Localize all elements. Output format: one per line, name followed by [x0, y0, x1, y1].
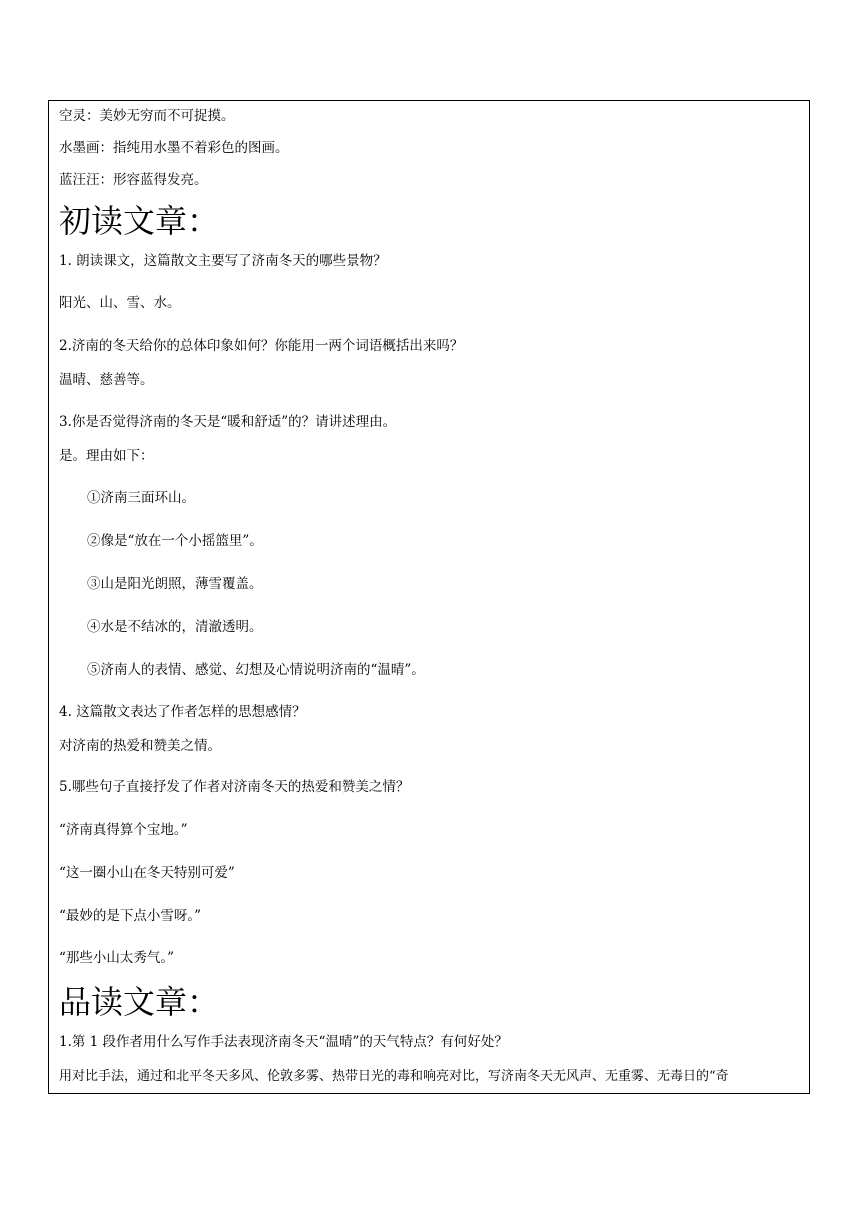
answer-4: 对济南的热爱和赞美之情。: [59, 738, 221, 754]
quote-item: “那些小山太秀气。”: [59, 950, 175, 966]
question-4: 4. 这篇散文表达了作者怎样的思想感情？: [59, 704, 306, 720]
reason-item: ①济南三面环山。: [87, 490, 195, 506]
section-heading-close-reading: 品读文章：: [59, 983, 220, 1021]
reason-item: ②像是“放在一个小摇篮里”。: [87, 533, 263, 549]
answer-2-1: 用对比手法，通过和北平冬天多风、伦敦多雾、热带日光的毒和响亮对比，写济南冬天无风声、无重雾、无毒日的“奇: [59, 1069, 729, 1084]
reason-item: ⑤济南人的表情、感觉、幻想及心情说明济南的“温晴”。: [87, 662, 425, 678]
glossary-item: 蓝汪汪：形容蓝得发亮。: [59, 172, 208, 188]
section-heading-first-reading: 初读文章：: [59, 202, 220, 240]
glossary-item: 水墨画：指纯用水墨不着彩色的图画。: [59, 140, 289, 156]
answer-3: 是。理由如下：: [59, 448, 154, 464]
glossary-item: 空灵：美妙无穷而不可捉摸。: [59, 108, 235, 124]
quote-item: “济南真得算个宝地。”: [59, 822, 188, 838]
question-3: 3.你是否觉得济南的冬天是“暖和舒适”的？请讲述理由。: [59, 414, 397, 430]
question-2-1: 1.第 1 段作者用什么写作手法表现济南冬天“温晴”的天气特点？有何好处？: [59, 1034, 508, 1050]
content-table-cell: [48, 100, 810, 1094]
quote-item: “最妙的是下点小雪呀。”: [59, 908, 202, 924]
reason-item: ③山是阳光朗照，薄雪覆盖。: [87, 576, 263, 592]
question-1: 1. 朗读课文，这篇散文主要写了济南冬天的哪些景物？: [59, 253, 387, 269]
answer-1: 阳光、山、雪、水。: [59, 295, 181, 311]
quote-item: “这一圈小山在冬天特别可爱”: [59, 865, 235, 881]
question-5: 5.哪些句子直接抒发了作者对济南冬天的热爱和赞美之情？: [59, 779, 410, 795]
question-2: 2.济南的冬天给你的总体印象如何？你能用一两个词语概括出来吗？: [59, 338, 464, 354]
answer-2: 温晴、慈善等。: [59, 372, 154, 388]
reason-item: ④水是不结冰的，清澈透明。: [87, 619, 263, 635]
